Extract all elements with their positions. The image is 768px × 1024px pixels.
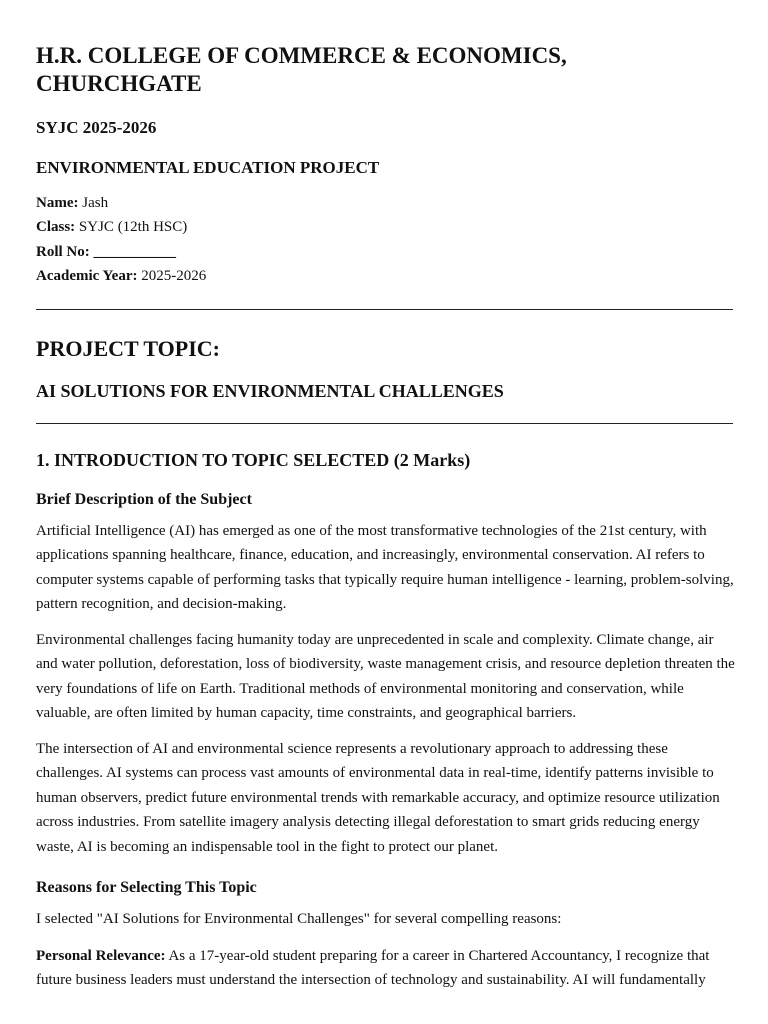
subheading: Brief Description of the Subject	[36, 491, 252, 508]
subheading: Reasons for Selecting This Topic	[36, 879, 257, 896]
paragraph: Artificial Intelligence (AI) has emerged as one of the most transformative technologies of the 21st century, with applications spanning healthcare, finance, education, and increasingly, environmental conservation. AI refers to computer systems capable of performing tasks that typically require human intelligence - learning, problem-solving, pattern recognition, and decision-making.	[36, 523, 734, 613]
paragraph: Environmental challenges facing humanity today are unprecedented in scale and complexity. Climate change, air and water pollution, deforestation, loss of biodiversity, waste management crisis, and resource depletion threaten the very foundations of life on Earth. Traditional methods of environmental monitoring and conservation, while valuable, are often limited by human capacity, time constraints, and geographical barriers.	[36, 632, 735, 722]
project-topic-label: PROJECT TOPIC:	[36, 336, 220, 361]
class-label: Class:	[36, 219, 76, 235]
college-title: H.R. COLLEGE OF COMMERCE & ECONOMICS, CHURCHGATE	[36, 43, 567, 96]
roll-label: Roll No:	[36, 244, 90, 260]
name-label: Name:	[36, 195, 79, 211]
divider	[36, 423, 733, 424]
paragraph-lead: Personal Relevance:	[36, 948, 166, 964]
academic-year-label: Academic Year:	[36, 268, 138, 284]
year-heading: SYJC 2025-2026	[36, 118, 157, 137]
project-topic-title: AI SOLUTIONS FOR ENVIRONMENTAL CHALLENGES	[36, 381, 504, 401]
academic-year-value: 2025-2026	[141, 268, 207, 284]
class-value: SYJC (12th HSC)	[78, 219, 188, 235]
roll-line	[36, 242, 176, 262]
paragraph: I selected "AI Solutions for Environmental Challenges" for several compelling reasons:	[36, 911, 562, 927]
divider	[36, 309, 733, 310]
roll-value: ___________	[93, 244, 176, 260]
section-heading: 1. INTRODUCTION TO TOPIC SELECTED (2 Marks)	[36, 450, 471, 470]
name-value: Jash	[82, 195, 109, 211]
academic-year-line	[36, 266, 206, 286]
name-line	[36, 193, 108, 213]
project-heading: ENVIRONMENTAL EDUCATION PROJECT	[36, 158, 380, 177]
paragraph: The intersection of AI and environmental science represents a revolutionary approach to addressing these challenges. AI systems can process vast amounts of environmental data in real-time, identify patterns invisible to human observers, predict future environmental trends with remarkable accuracy, and optimize resource utilization across industries. From satellite imagery analysis detecting illegal deforestation to smart grids reducing energy waste, AI is becoming an indispensable tool in the fight to protect our planet.	[36, 741, 720, 855]
paragraph-text: As a 17-year-old student preparing for a career in Chartered Accountancy, I recognize that future business leaders must understand the intersection of technology and sustainability. AI will fundamentally	[36, 948, 710, 989]
class-line	[36, 217, 187, 237]
paragraph	[36, 944, 736, 993]
